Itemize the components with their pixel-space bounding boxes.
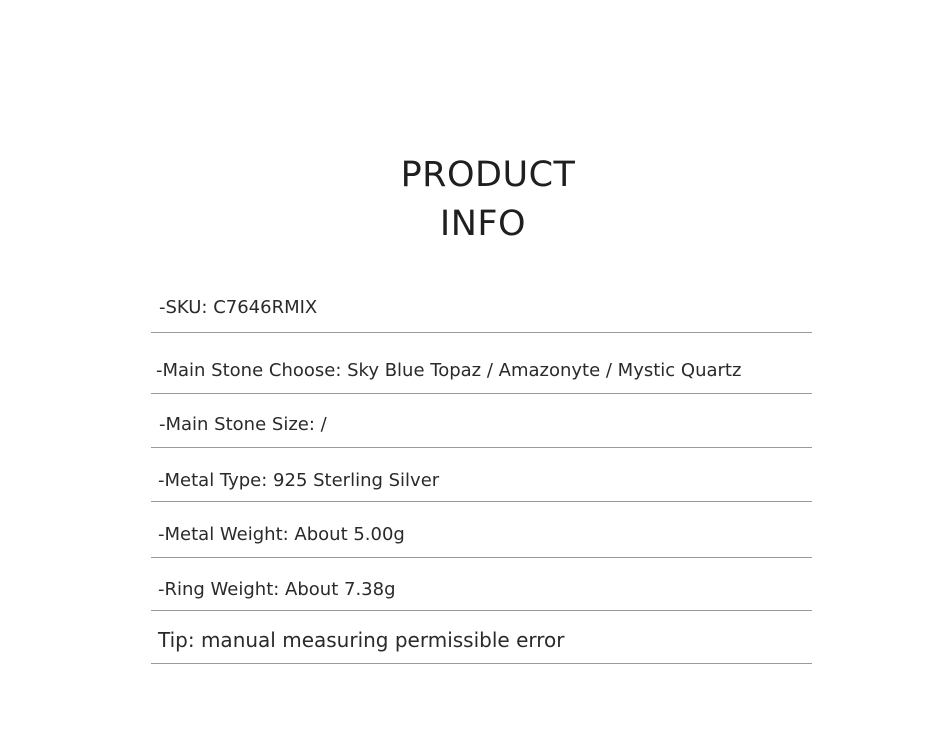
metal-weight-text: -Metal Weight: About 5.00g (158, 524, 405, 545)
main-stone-size-text: -Main Stone Size: / (159, 414, 327, 435)
page-title-line-1: PRODUCT (400, 155, 576, 195)
sku-text: -SKU: C7646RMIX (159, 297, 318, 318)
tip-text: Tip: manual measuring permissible error (158, 628, 565, 652)
main-stone-choose-text: -Main Stone Choose: Sky Blue Topaz / Amazonyte / Mystic Quartz (156, 360, 742, 381)
metal-type-text: -Metal Type: 925 Sterling Silver (158, 470, 440, 491)
row-divider (151, 393, 812, 394)
row-divider (151, 557, 812, 558)
row-divider (151, 447, 812, 448)
row-divider (151, 332, 812, 333)
row-divider (151, 501, 812, 502)
row-divider (151, 610, 812, 611)
row-divider (151, 663, 812, 664)
ring-weight-text: -Ring Weight: About 7.38g (158, 579, 396, 600)
page-title-line-2: INFO (439, 204, 527, 244)
